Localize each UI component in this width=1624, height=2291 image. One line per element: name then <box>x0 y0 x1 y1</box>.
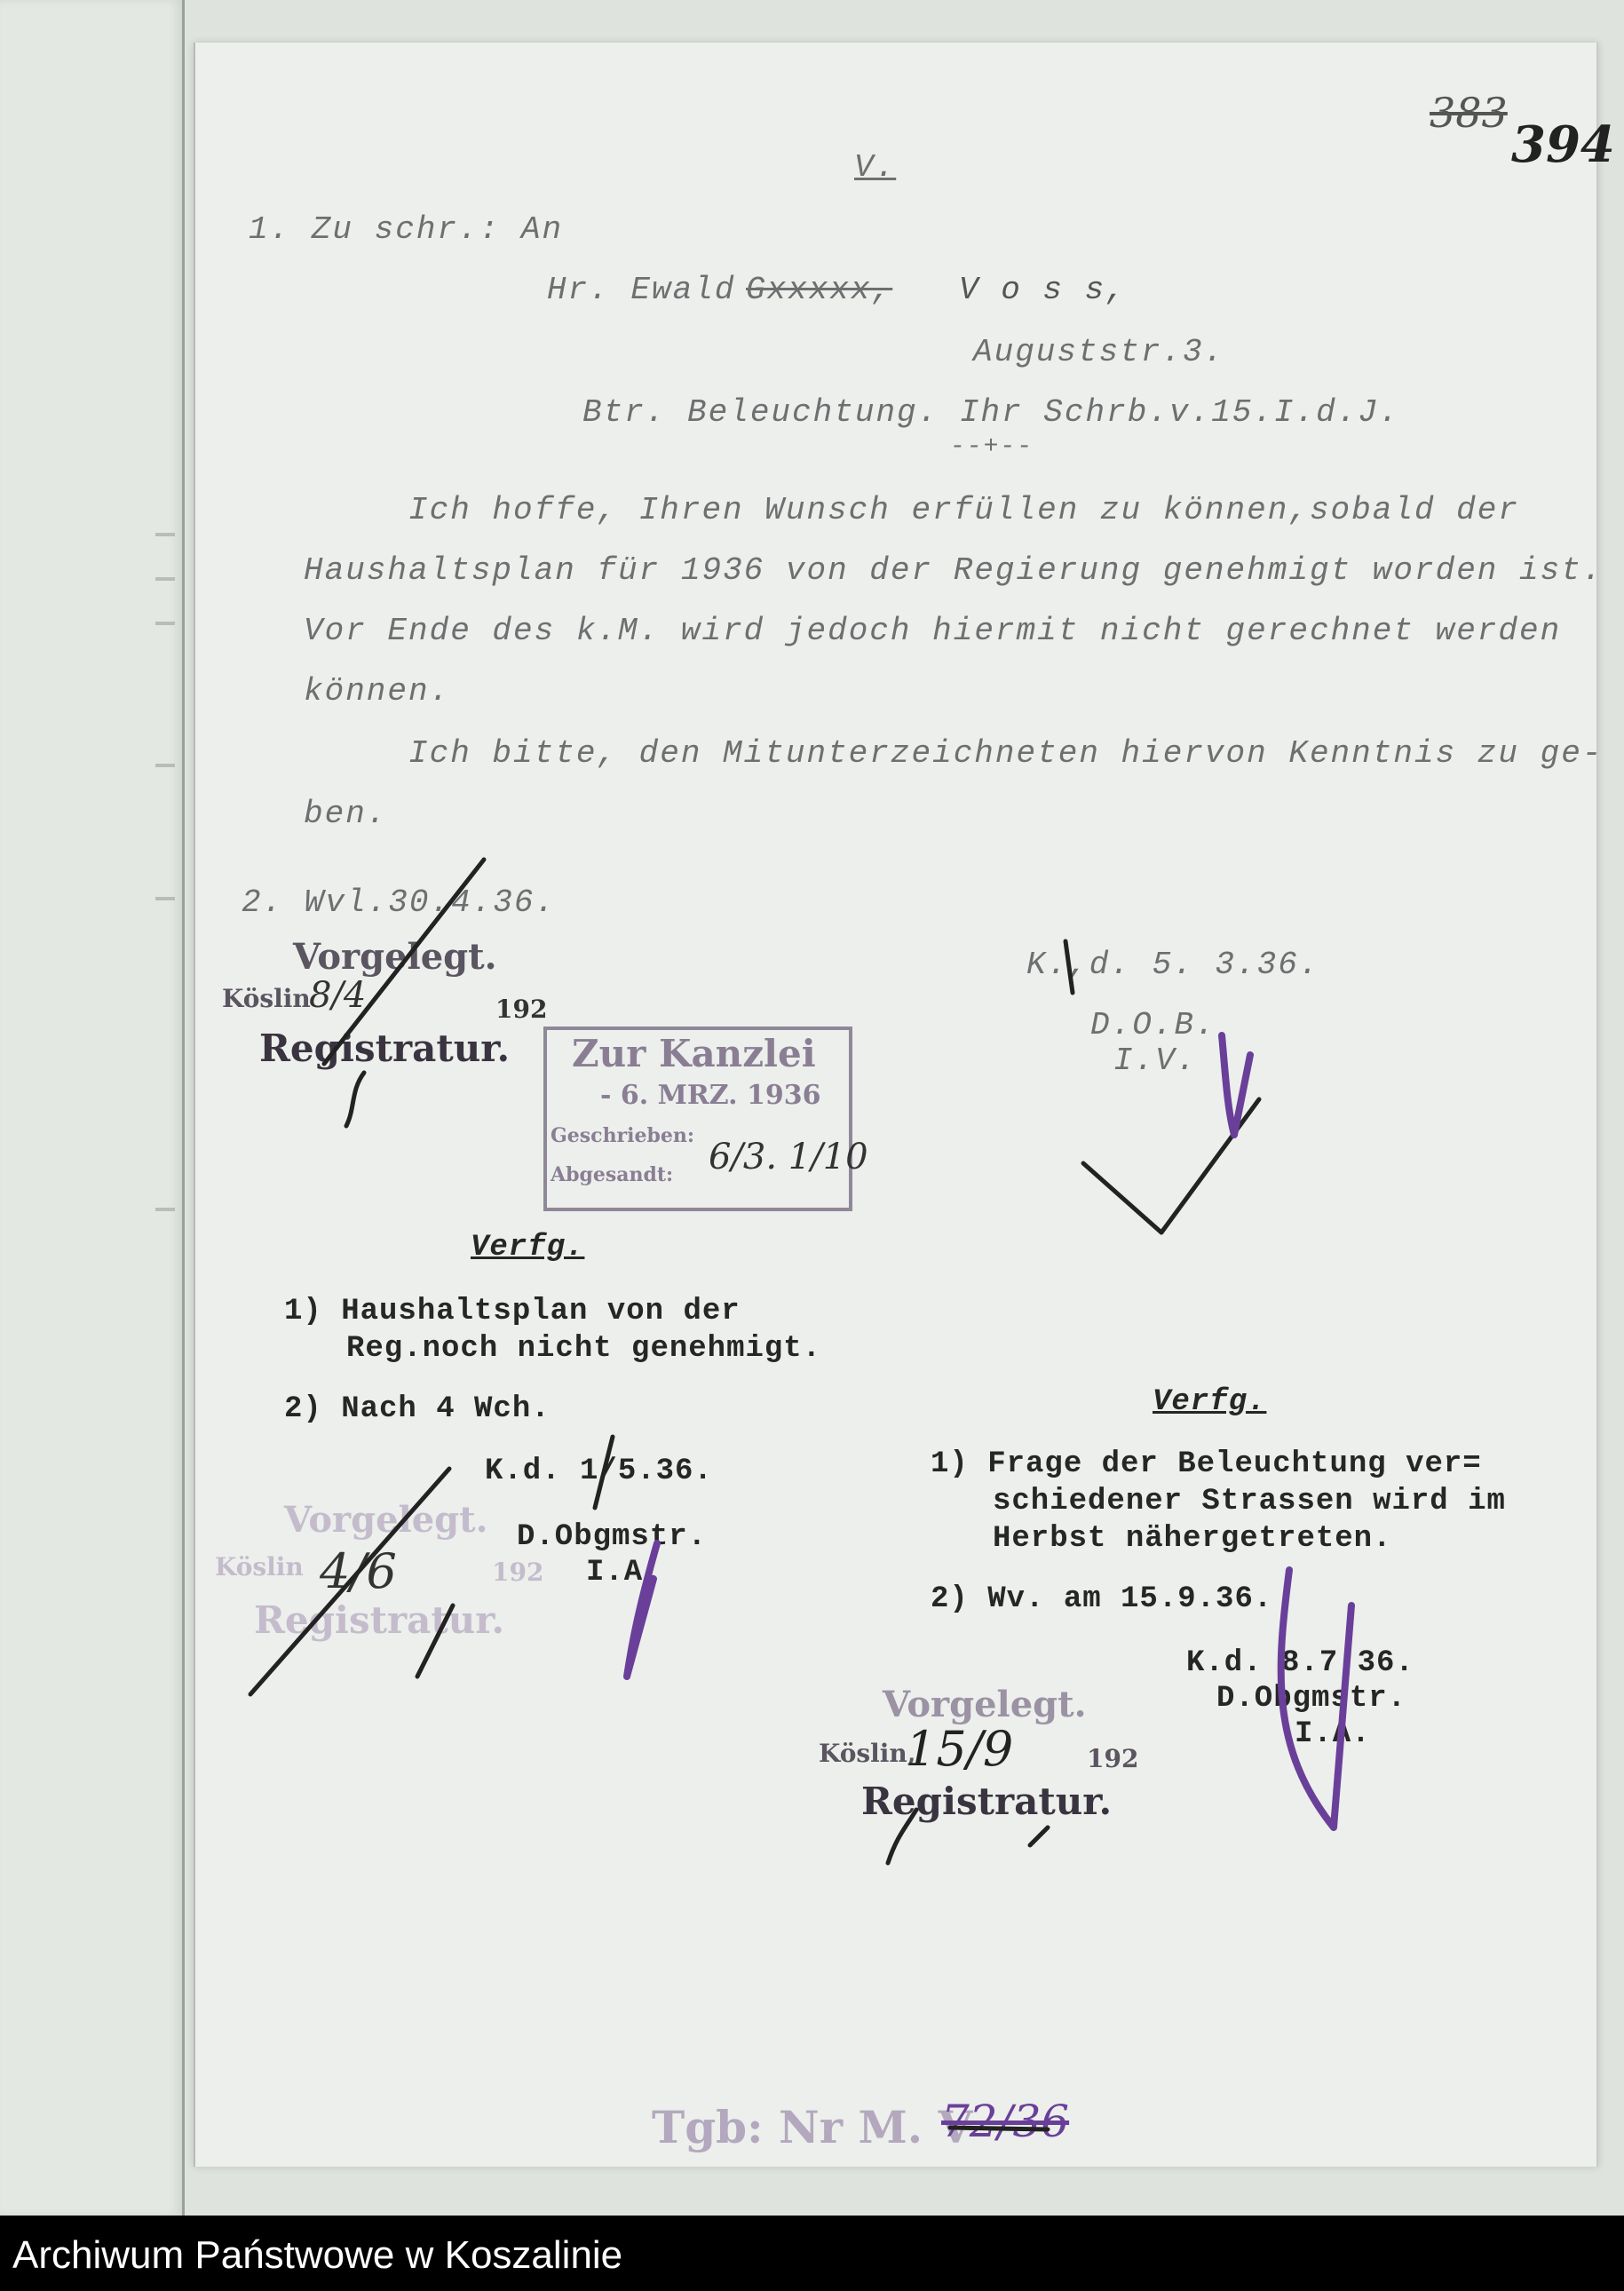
stamp-vorgelegt-1-date: 8/4 <box>309 975 367 1016</box>
verfg-right-date: K.d. 8.7.36. <box>1186 1646 1414 1680</box>
stamp-kanzlei-abgesandt: Abgesandt: <box>551 1163 674 1186</box>
recipient-name: V o s s, <box>959 272 1127 308</box>
signature-iv: I.V. <box>1113 1042 1198 1079</box>
stamp-vorgelegt-2-year: 192 <box>492 1558 544 1587</box>
purple-sign-3 <box>1281 1570 1351 1827</box>
tgb-stamp-label: Tgb: Nr M. V <box>652 2101 973 2153</box>
letter-date-line: K.,d. 5. 3.36. <box>1026 947 1320 983</box>
stamp-vorgelegt-1-registratur: Registratur. <box>259 1027 511 1070</box>
body-line-2: Haushaltsplan für 1936 von der Regierung genehmigt worden ist. <box>304 552 1604 589</box>
date-slash-1 <box>1066 941 1073 993</box>
stamp-vorgelegt-1-place: Köslin <box>222 984 311 1013</box>
verfg-left-item1b: Reg.noch nicht genehmigt. <box>346 1332 822 1366</box>
stamp-vorgelegt-3-title: Vorgelegt. <box>883 1684 1087 1725</box>
verfg-right-item1b: schiedener Strassen wird im <box>993 1485 1506 1518</box>
pencil-initial-3 <box>888 1810 916 1863</box>
stamp-kanzlei-geschrieben: Geschrieben: <box>551 1124 695 1147</box>
verfg-left-item2: 2) Nach 4 Wch. <box>284 1392 551 1426</box>
pencil-initial-1 <box>346 1073 364 1126</box>
tgb-number: 72/36 <box>941 2096 1070 2147</box>
verfg-right-sign2: I.A. <box>1295 1717 1371 1751</box>
handwritten-marks <box>195 43 1596 2167</box>
pencil-stroke-1 <box>324 860 484 1064</box>
date-slash-2 <box>595 1437 613 1508</box>
page-number-crossed: 383 <box>1430 89 1508 137</box>
body-line-1: Ich hoffe, Ihren Wunsch erfüllen zu können,sobald der <box>408 492 1519 528</box>
verfg-right-item1c: Herbst nähergetreten. <box>993 1522 1392 1556</box>
subject-divider: --+-- <box>950 433 1034 461</box>
stamp-vorgelegt-3-date: 15/9 <box>906 1721 1014 1777</box>
verfg-left-title: Verfg. <box>471 1231 585 1264</box>
stamp-vorgelegt-2-place: Köslin <box>215 1552 304 1582</box>
tgb-underline <box>950 2128 1048 2129</box>
stamp-kanzlei-handwriting: 6/3. 1/10 <box>709 1137 868 1177</box>
stamp-vorgelegt-3-registratur: Registratur. <box>861 1780 1113 1823</box>
stamp-vorgelegt-3-year: 192 <box>1087 1744 1139 1773</box>
body-line-3: Vor Ende des k.M. wird jedoch hiermit nicht gerechnet werden <box>304 613 1562 649</box>
previous-page-edge <box>0 0 185 2216</box>
stamp-kanzlei-date: - 6. MRZ. 1936 <box>600 1080 821 1111</box>
stamp-vorgelegt-2-title: Vorgelegt. <box>284 1499 488 1541</box>
verfg-left-date: K.d. 1/5.36. <box>485 1455 713 1488</box>
body-line-4: können. <box>304 673 451 709</box>
purple-sign-2 <box>627 1543 657 1677</box>
letter-subject: Btr. Beleuchtung. Ihr Schrb.v.15.I.d.J. <box>582 394 1400 431</box>
stamp-kanzlei-title: Zur Kanzlei <box>572 1032 816 1075</box>
stamp-vorgelegt-3-place: Köslin, <box>819 1739 916 1768</box>
archive-footer-bar <box>0 2216 1624 2291</box>
archive-footer-text: Archiwum Państwowe w Koszalinie <box>12 2233 623 2277</box>
verfg-right-title: Verfg. <box>1153 1385 1267 1419</box>
verfg-right-sign1: D.Obgmstr. <box>1216 1682 1407 1716</box>
page-number: 394 <box>1511 115 1615 174</box>
verfg-left-sign2: I.A. <box>586 1556 662 1589</box>
pencil-initial-4 <box>1030 1827 1048 1845</box>
letter-heading: V. <box>854 149 897 186</box>
pencil-initial-2 <box>417 1605 453 1677</box>
stamp-vorgelegt-1-title: Vorgelegt. <box>293 936 497 978</box>
pencil-stroke-2 <box>250 1469 449 1694</box>
verfg-right-item2: 2) Wv. am 15.9.36. <box>931 1582 1273 1616</box>
body-line-6: ben. <box>304 796 388 832</box>
item-2-followup: 2. Wvl.30.4.36. <box>242 884 557 921</box>
verfg-right-item1a: 1) Frage der Beleuchtung ver= <box>931 1447 1482 1481</box>
document-page <box>194 43 1615 2167</box>
recipient-address: Auguststr.3. <box>973 334 1225 370</box>
verfg-left-sign1: D.Obgmstr. <box>517 1520 708 1554</box>
stamp-vorgelegt-2-date: 4/6 <box>320 1543 397 1599</box>
body-line-5: Ich bitte, den Mitunterzeichneten hiervon Kenntnis zu ge- <box>408 735 1604 772</box>
stamp-vorgelegt-2-registratur: Registratur. <box>254 1598 505 1642</box>
verfg-left-item1a: 1) Haushaltsplan von der <box>284 1295 741 1328</box>
signature-office: D.O.B. <box>1090 1007 1216 1043</box>
stamp-vorgelegt-1-year: 192 <box>495 995 548 1024</box>
recipient-struck-name: Gxxxxx, <box>746 272 893 308</box>
letter-instruction: 1. Zu schr.: An <box>249 211 564 248</box>
recipient-prefix: Hr. Ewald <box>547 272 736 308</box>
